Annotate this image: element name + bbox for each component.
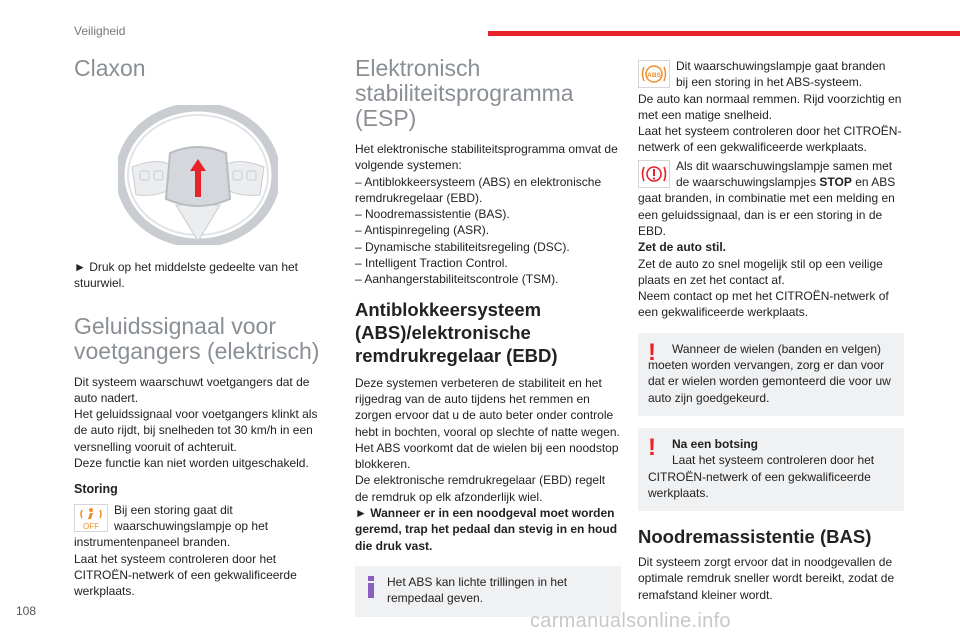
- info-icon: [367, 576, 375, 603]
- brake-warning-icon: [638, 160, 670, 186]
- column-middle: [355, 54, 621, 617]
- watermark: carmanualsonline.info: [530, 610, 731, 632]
- abs-lamp-indent: Dit waarschuwingslampje gaat branden bij een storing in het ABS-systeem.: [676, 59, 886, 90]
- section-label: Veiligheid: [74, 24, 126, 38]
- brake-lamp-indent-2: de waarschuwingslampjes STOP en ABS: [676, 175, 896, 190]
- wheels-note: [638, 333, 904, 416]
- brake-lamp-indent-1: Als dit waarschuwingslampje samen met: [676, 158, 893, 173]
- wheels-note-text: Wanneer de wielen (banden en velgen) moeten worden vervangen, zorg er dan voor dat er wielen worden gemonteerd die voor uw auto zijn goedgekeurd.: [648, 341, 891, 405]
- abs-warning-icon: [638, 60, 670, 86]
- fault-row: [74, 502, 324, 535]
- sound-text: Dit systeem waarschuwt voetgangers dat de auto nadert. Het geluidssignaal voor voetgangers klinkt als de auto rijdt, bij snelheden tot 30 km/h in een versnelling vooruit of achteruit. Deze functie kan niet worden uitgeschakeld.: [74, 374, 318, 471]
- header-accent-bar: [488, 31, 960, 36]
- claxon-title: Claxon: [74, 55, 146, 81]
- pedestrian-sound-off-icon: [74, 504, 106, 530]
- page-number: 108: [16, 604, 37, 618]
- bas-text: Dit systeem zorgt ervoor dat in noodgevallen de optimale remdruk sneller wordt bereikt, zodat de remafstand kleiner wordt.: [638, 555, 895, 602]
- info-note-text: Het ABS kan lichte trillingen in het rempedaal geven.: [387, 574, 568, 606]
- sound-title: Geluidssignaal voor voetgangers (elektrisch): [74, 312, 320, 364]
- stop-heading: Zet de auto stil.: [638, 240, 727, 255]
- fault-title: Storing: [74, 482, 118, 497]
- esp-title: Elektronisch stabiliteitsprogramma (ESP): [355, 55, 574, 131]
- abs-lamp-row: [638, 58, 904, 91]
- stop-text: Zet de auto zo snel mogelijk stil op een veilige plaats en zet het contact af. Neem contact op met het CITROËN-netwerk of een gekwalificeerde werkplaats.: [638, 256, 889, 320]
- claxon-instruction: ► Druk op het middelste gedeelte van het stuurwiel.: [74, 260, 299, 291]
- svg-text:OFF: OFF: [83, 521, 99, 531]
- esp-text: Het elektronische stabiliteitsprogramma omvat de volgende systemen: – Antiblokkeersysteem (ABS) en elektronische remdrukregelaar (EBD). – Noodremassistentie (BAS). – Antispinregeling (ASR). – Dynamische stabiliteitsregeling (DSC). – Intelligent Traction Control. – Aanhangerstabiliteitscontrole (TSM).: [355, 142, 618, 287]
- brake-lamp-rest: gaat branden, in combinatie met een melding en een geluidssignaal, dan is er een storing in de EBD.: [638, 191, 895, 238]
- column-left: [74, 54, 324, 599]
- fault-text-rest: instrumentenpaneel branden. Laat het systeem controleren door het CITROËN-netwerk of een gekwalificeerde werkplaats.: [74, 535, 297, 599]
- abs-text: Deze systemen verbeteren de stabiliteit en het rijgedrag van de auto tijdens het remmen en zorgen ervoor dat u de auto beter onder controle hebt in bochten, vooral op slechte of natte wegen. Het ABS voorkomt dat de wielen bij een noodstop blokkeren. De elektronische remdrukregelaar (EBD) regelt de remdruk op elk afzonderlijk wiel.: [355, 375, 620, 504]
- svg-text:ABS: ABS: [647, 72, 661, 79]
- abs-title: Antiblokkeersysteem (ABS)/elektronische remdrukregelaar (EBD): [355, 298, 558, 366]
- collision-title: Na een botsing: [672, 436, 759, 451]
- collision-text: Laat het systeem controleren door het CITROËN-netwerk of een gekwalificeerde werkplaats.: [648, 453, 875, 500]
- info-note: [355, 566, 621, 617]
- fault-text-indent: Bij een storing gaat dit waarschuwingslampje op het: [114, 502, 269, 533]
- collision-note: [638, 428, 904, 511]
- warning-icon: !: [648, 338, 656, 366]
- abs-emergency-instruction: ► Wanneer er in een noodgeval moet worden geremd, trap het pedaal dan stevig in en houd die druk vast.: [355, 506, 618, 553]
- steering-wheel-illustration: [118, 105, 278, 245]
- warning-icon: !: [648, 433, 656, 461]
- abs-lamp-rest: De auto kan normaal remmen. Rijd voorzichtig en met een matige snelheid. Laat het systeem controleren door het CITROËN-netwerk of een gekwalificeerde werkplaats.: [638, 91, 902, 155]
- bas-title: Noodremassistentie (BAS): [638, 526, 872, 548]
- brake-lamp-row: [638, 158, 904, 191]
- column-right: [638, 54, 904, 603]
